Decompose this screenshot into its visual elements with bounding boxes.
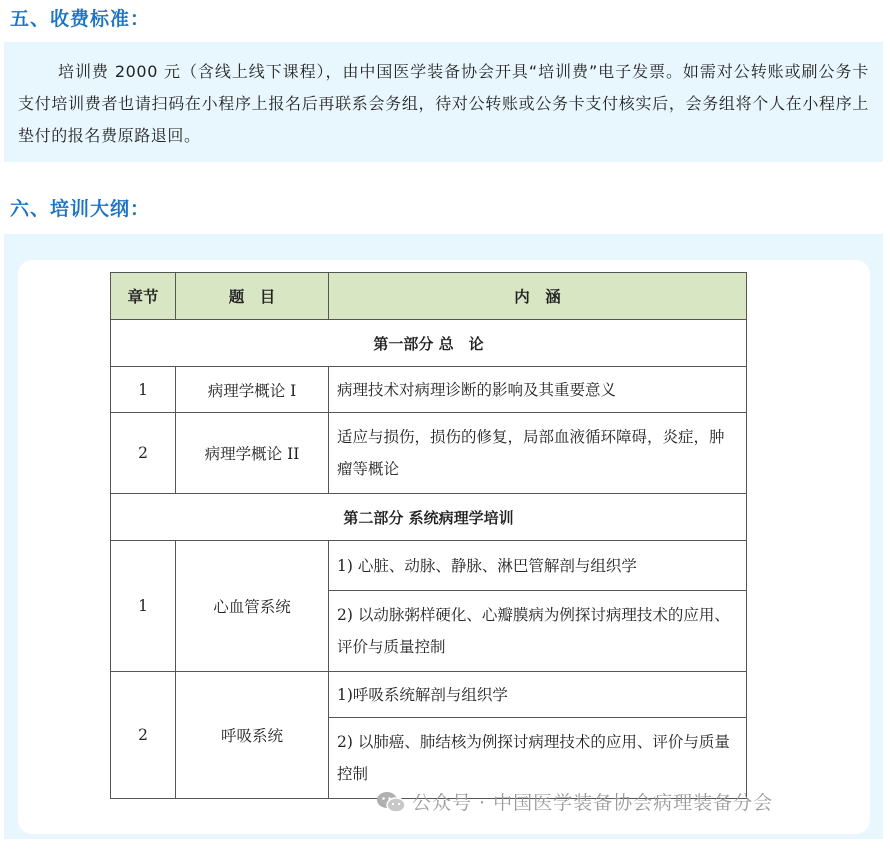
row-number: 2 — [111, 413, 176, 494]
row-topic: 心血管系统 — [176, 541, 329, 672]
table-row — [111, 672, 747, 718]
watermark-text: 公众号 · 中国医学装备协会病理装备分会 — [412, 792, 774, 814]
part-1-title: 第一部分 总 论 — [111, 320, 747, 367]
header-topic: 题 目 — [176, 273, 329, 320]
syllabus-table — [110, 272, 747, 799]
wechat-icon — [376, 791, 406, 813]
row-topic: 呼吸系统 — [176, 672, 329, 799]
header-chapter: 章节 — [111, 273, 176, 320]
row-content: 2) 以肺癌、肺结核为例探讨病理技术的应用、评价与质量控制 — [329, 718, 747, 799]
section-6-title: 六、培训大纲： — [10, 198, 151, 220]
row-number: 2 — [111, 672, 176, 799]
row-topic: 病理学概论 II — [176, 413, 329, 494]
syllabus-card — [18, 260, 870, 834]
part-2-row — [111, 494, 747, 541]
fee-standard-text: 培训费 2000 元（含线上线下课程），由中国医学装备协会开具“培训费”电子发票。如需对公转账或刷公务卡支付培训费者也请扫码在小程序上报名后再联系会务组，待对公转账或公务卡支付核实后，会务组将个人在小程序上垫付的报名费原路退回。 — [18, 62, 869, 145]
syllabus-panel — [4, 234, 883, 839]
watermark — [376, 788, 773, 815]
part-1-row — [111, 320, 747, 367]
section-5-title: 五、收费标准： — [10, 8, 151, 30]
header-content: 内 涵 — [329, 273, 747, 320]
fee-standard-box — [4, 42, 883, 162]
row-number: 1 — [111, 367, 176, 413]
table-row — [111, 413, 747, 494]
table-row — [111, 541, 747, 591]
row-content: 1)呼吸系统解剖与组织学 — [329, 672, 747, 718]
row-content: 1) 心脏、动脉、静脉、淋巴管解剖与组织学 — [329, 541, 747, 591]
table-header-row — [111, 273, 747, 320]
row-content: 2) 以动脉粥样硬化、心瓣膜病为例探讨病理技术的应用、评价与质量控制 — [329, 591, 747, 672]
row-number: 1 — [111, 541, 176, 672]
part-2-title: 第二部分 系统病理学培训 — [111, 494, 747, 541]
row-content: 病理技术对病理诊断的影响及其重要意义 — [329, 367, 747, 413]
row-topic: 病理学概论 I — [176, 367, 329, 413]
table-row — [111, 367, 747, 413]
row-content: 适应与损伤，损伤的修复，局部血液循环障碍，炎症，肿瘤等概论 — [329, 413, 747, 494]
